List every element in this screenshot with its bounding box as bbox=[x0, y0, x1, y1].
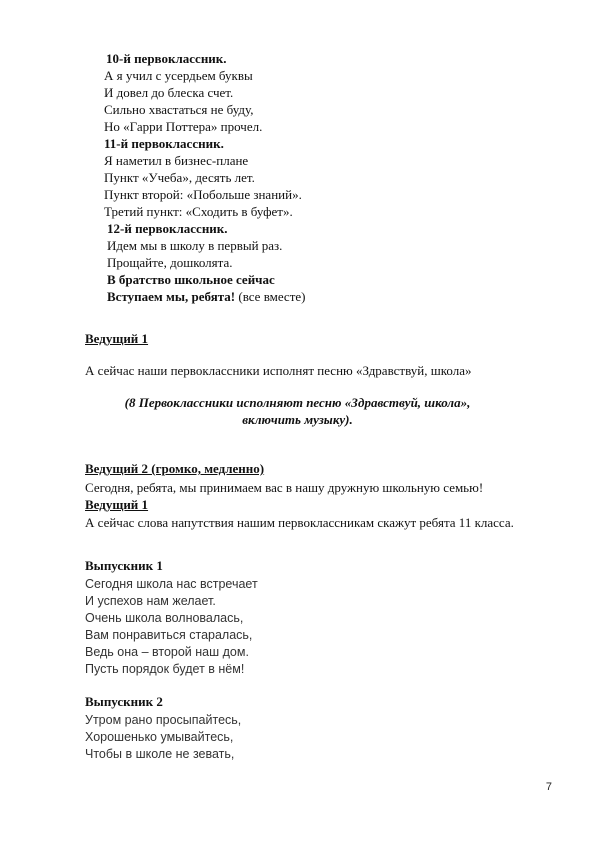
poem-line-speaker: 10-й первоклассник. bbox=[106, 51, 227, 66]
poem-line-final bbox=[107, 288, 306, 305]
graduate2-line: Чтобы в школе не зевать, bbox=[85, 747, 235, 761]
page-number: 7 bbox=[545, 781, 552, 793]
host1-label: Ведущий 1 bbox=[85, 331, 149, 346]
host1-text: А сейчас наши первоклассники исполнят песню «Здравствуй, школа» bbox=[85, 363, 472, 378]
poem-line-speaker: 12-й первоклассник. bbox=[107, 221, 228, 236]
graduate1-label: Выпускник 1 bbox=[85, 558, 163, 573]
poem-line: А я учил с усердьем буквы bbox=[104, 68, 253, 83]
poem-line: Идем мы в школу в первый раз. bbox=[107, 238, 283, 253]
poem-line: В братство школьное сейчас bbox=[107, 272, 275, 287]
poem-line: Я наметил в бизнес-плане bbox=[104, 153, 249, 168]
graduate2-line: Хорошенько умывайтесь, bbox=[85, 730, 234, 744]
graduate1-line: И успехов нам желает. bbox=[85, 594, 216, 608]
host2-text: Сегодня, ребята, мы принимаем вас в нашу дружную школьную семью! bbox=[85, 480, 484, 495]
poem-line: Пункт второй: «Побольше знаний». bbox=[104, 187, 302, 202]
host2-label: Ведущий 2 (громко, медленно) bbox=[85, 461, 265, 476]
poem-line: Сильно хвастаться не буду, bbox=[104, 102, 254, 117]
graduate2-label: Выпускник 2 bbox=[85, 694, 163, 709]
graduate1-line: Вам понравиться старалась, bbox=[85, 628, 253, 642]
poem-line: И довел до блеска счет. bbox=[104, 85, 234, 100]
host1-label-second: Ведущий 1 bbox=[85, 497, 149, 512]
stage-direction-line: включить музыку). bbox=[242, 412, 353, 427]
poem-line-text: Вступаем мы, ребята! bbox=[107, 289, 236, 304]
graduate1-line: Пусть порядок будет в нём! bbox=[85, 662, 245, 676]
poem-line-speaker: 11-й первоклассник. bbox=[104, 136, 224, 151]
poem-line: Прощайте, дошколята. bbox=[107, 255, 233, 270]
poem-line: Но «Гарри Поттера» прочел. bbox=[104, 119, 263, 134]
poem-line: Третий пункт: «Сходить в буфет». bbox=[104, 204, 293, 219]
poem-line: Пункт «Учеба», десять лет. bbox=[104, 170, 255, 185]
graduate1-line: Ведь она – второй наш дом. bbox=[85, 645, 249, 659]
graduate1-line: Очень школа волновалась, bbox=[85, 611, 244, 625]
graduate2-line: Утром рано просыпайтесь, bbox=[85, 713, 242, 727]
stage-direction-line: (8 Первоклассники исполняют песню «Здравствуй, школа», bbox=[124, 395, 471, 410]
graduate1-line: Сегодня школа нас встречает bbox=[85, 577, 258, 591]
poem-line-note: (все вместе) bbox=[238, 289, 306, 304]
host1-text-second: А сейчас слова напутствия нашим первоклассникам скажут ребята 11 класса. bbox=[85, 515, 514, 530]
